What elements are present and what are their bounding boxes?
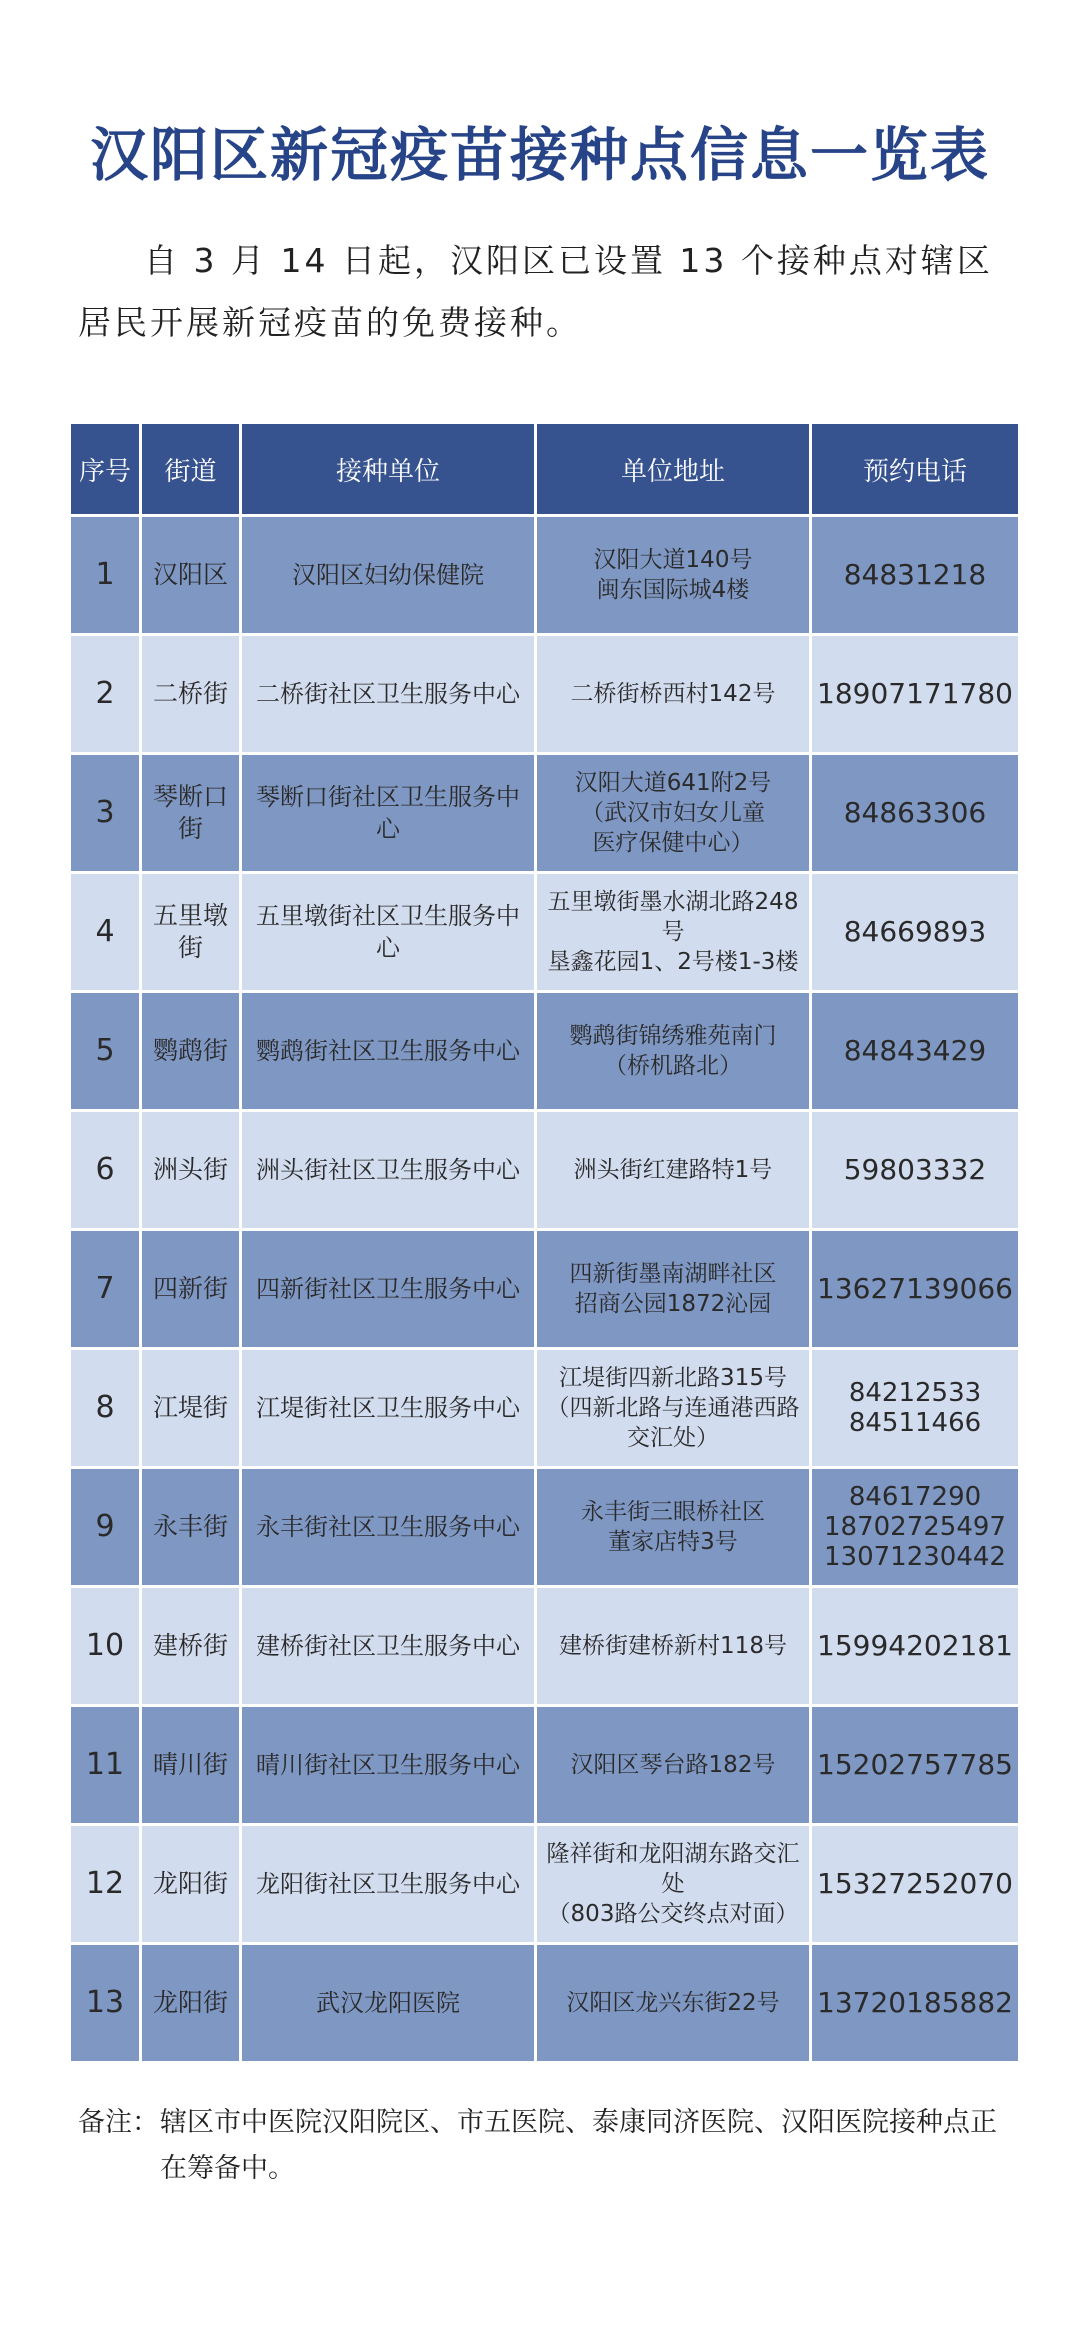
cell-unit: 洲头街社区卫生服务中心 — [242, 1112, 534, 1228]
cell-unit: 江堤街社区卫生服务中心 — [242, 1350, 534, 1466]
cell-address — [537, 1707, 809, 1823]
address-line: 隆祥街和龙阳湖东路交汇处 — [546, 1841, 800, 1897]
cell-unit: 龙阳街社区卫生服务中心 — [242, 1826, 534, 1942]
cell-phone — [812, 874, 1018, 990]
cell-phone — [812, 1231, 1018, 1347]
cell-phone — [812, 517, 1018, 633]
address-line: （武汉市妇女儿童 — [581, 800, 765, 826]
phone-number: 15994202181 — [817, 1629, 1013, 1662]
address-line: （桥机路北） — [604, 1053, 742, 1079]
table-row — [71, 636, 1018, 752]
cell-phone — [812, 1945, 1018, 2061]
phone-number: 59803332 — [843, 1153, 987, 1186]
table-row — [71, 1469, 1018, 1585]
phone-number: 18702725497 — [824, 1512, 1006, 1542]
phone-number: 18907171780 — [817, 677, 1013, 710]
phone-number: 84863306 — [843, 796, 987, 829]
phone-number: 15202757785 — [817, 1748, 1013, 1781]
cell-street: 五里墩街 — [142, 874, 239, 990]
cell-address — [537, 517, 809, 633]
cell-street: 永丰街 — [142, 1469, 239, 1585]
cell-phone — [812, 993, 1018, 1109]
cell-phone — [812, 1826, 1018, 1942]
table-row — [71, 1231, 1018, 1347]
vaccination-sites-table — [68, 421, 1021, 2064]
cell-address — [537, 636, 809, 752]
cell-seq: 12 — [71, 1826, 139, 1942]
cell-phone — [812, 1469, 1018, 1585]
cell-unit: 四新街社区卫生服务中心 — [242, 1231, 534, 1347]
header-unit: 接种单位 — [242, 424, 534, 514]
cell-seq: 8 — [71, 1350, 139, 1466]
address-line: 汉阳大道641附2号 — [574, 770, 772, 796]
cell-seq: 7 — [71, 1231, 139, 1347]
cell-address — [537, 1826, 809, 1942]
table-row — [71, 755, 1018, 871]
cell-street: 建桥街 — [142, 1588, 239, 1704]
table-row — [71, 1707, 1018, 1823]
address-line: 永丰街三眼桥社区 — [581, 1499, 765, 1525]
table-body — [71, 517, 1018, 2061]
table-row — [71, 874, 1018, 990]
cell-street: 江堤街 — [142, 1350, 239, 1466]
cell-street: 汉阳区 — [142, 517, 239, 633]
cell-address — [537, 755, 809, 871]
cell-phone — [812, 1350, 1018, 1466]
address-line: 闽东国际城4楼 — [596, 577, 750, 603]
address-line: 垦鑫花园1、2号楼1-3楼 — [547, 949, 799, 975]
table-row — [71, 993, 1018, 1109]
cell-seq: 5 — [71, 993, 139, 1109]
table-row — [71, 1945, 1018, 2061]
cell-unit: 永丰街社区卫生服务中心 — [242, 1469, 534, 1585]
cell-unit: 五里墩街社区卫生服务中心 — [242, 874, 534, 990]
table-row — [71, 1826, 1018, 1942]
intro-paragraph: 自 3 月 14 日起，汉阳区已设置 13 个接种点对辖区居民开展新冠疫苗的免费接种。 — [78, 241, 993, 342]
header-seq: 序号 — [71, 424, 139, 514]
cell-seq: 10 — [71, 1588, 139, 1704]
address-line: 鹦鹉街锦绣雅苑南门 — [569, 1023, 777, 1049]
cell-address — [537, 1469, 809, 1585]
cell-unit: 鹦鹉街社区卫生服务中心 — [242, 993, 534, 1109]
footnote-label: 备注： — [78, 2107, 159, 2138]
cell-street: 洲头街 — [142, 1112, 239, 1228]
table-row — [71, 1350, 1018, 1466]
table-row — [71, 1588, 1018, 1704]
cell-street: 鹦鹉街 — [142, 993, 239, 1109]
cell-seq: 3 — [71, 755, 139, 871]
cell-unit: 二桥街社区卫生服务中心 — [242, 636, 534, 752]
phone-number: 84669893 — [843, 915, 987, 948]
cell-seq: 4 — [71, 874, 139, 990]
cell-phone — [812, 1588, 1018, 1704]
table-row — [71, 1112, 1018, 1228]
address-line: （803路公交终点对面） — [547, 1901, 799, 1927]
address-line: 江堤街四新北路315号 — [559, 1365, 787, 1391]
address-line: 建桥街建桥新村118号 — [559, 1633, 787, 1659]
header-address: 单位地址 — [537, 424, 809, 514]
cell-phone — [812, 755, 1018, 871]
table-header-row — [71, 424, 1018, 514]
cell-street: 四新街 — [142, 1231, 239, 1347]
phone-number: 84843429 — [843, 1034, 987, 1067]
cell-street: 二桥街 — [142, 636, 239, 752]
cell-address — [537, 874, 809, 990]
phone-number: 84617290 — [848, 1482, 982, 1512]
address-line: 招商公园1872沁园 — [574, 1291, 772, 1317]
phone-number: 13720185882 — [817, 1986, 1013, 2019]
header-street: 街道 — [142, 424, 239, 514]
phone-number: 13071230442 — [824, 1542, 1006, 1572]
phone-number: 84831218 — [843, 558, 987, 591]
cell-seq: 13 — [71, 1945, 139, 2061]
cell-address — [537, 1945, 809, 2061]
cell-unit: 建桥街社区卫生服务中心 — [242, 1588, 534, 1704]
cell-street: 晴川街 — [142, 1707, 239, 1823]
cell-unit: 晴川街社区卫生服务中心 — [242, 1707, 534, 1823]
cell-address — [537, 1112, 809, 1228]
cell-address — [537, 1588, 809, 1704]
phone-number: 13627139066 — [817, 1272, 1013, 1305]
address-line: 五里墩街墨水湖北路248号 — [547, 889, 799, 945]
address-line: 汉阳大道140号 — [593, 547, 753, 573]
cell-address — [537, 1350, 809, 1466]
cell-seq: 6 — [71, 1112, 139, 1228]
cell-seq: 2 — [71, 636, 139, 752]
address-line: 汉阳区琴台路182号 — [570, 1752, 776, 1778]
cell-phone — [812, 636, 1018, 752]
footnote — [78, 2100, 1018, 2192]
cell-address — [537, 993, 809, 1109]
phone-number: 84212533 — [848, 1378, 982, 1408]
address-line: 二桥街桥西村142号 — [570, 681, 776, 707]
cell-unit: 汉阳区妇幼保健院 — [242, 517, 534, 633]
header-phone: 预约电话 — [812, 424, 1018, 514]
address-line: 医疗保健中心） — [592, 830, 754, 856]
cell-street: 琴断口街 — [142, 755, 239, 871]
cell-street: 龙阳街 — [142, 1945, 239, 2061]
address-line: 董家店特3号 — [608, 1529, 738, 1555]
cell-unit: 武汉龙阳医院 — [242, 1945, 534, 2061]
cell-seq: 1 — [71, 517, 139, 633]
page-title: 汉阳区新冠疫苗接种点信息一览表 — [89, 121, 990, 189]
cell-seq: 9 — [71, 1469, 139, 1585]
cell-street: 龙阳街 — [142, 1826, 239, 1942]
cell-unit: 琴断口街社区卫生服务中心 — [242, 755, 534, 871]
address-line: 洲头街红建路特1号 — [573, 1157, 773, 1183]
cell-phone — [812, 1112, 1018, 1228]
cell-phone — [812, 1707, 1018, 1823]
cell-address — [537, 1231, 809, 1347]
cell-seq: 11 — [71, 1707, 139, 1823]
address-line: 四新街墨南湖畔社区 — [569, 1261, 777, 1287]
table-row — [71, 517, 1018, 633]
phone-number: 15327252070 — [817, 1867, 1013, 1900]
footnote-text: 辖区市中医院汉阳院区、市五医院、泰康同济医院、汉阳医院接种点正在筹备中。 — [160, 2107, 997, 2184]
address-line: （四新北路与连通港西路交汇处） — [546, 1395, 800, 1451]
phone-number: 84511466 — [848, 1408, 982, 1438]
address-line: 汉阳区龙兴东街22号 — [566, 1990, 780, 2016]
